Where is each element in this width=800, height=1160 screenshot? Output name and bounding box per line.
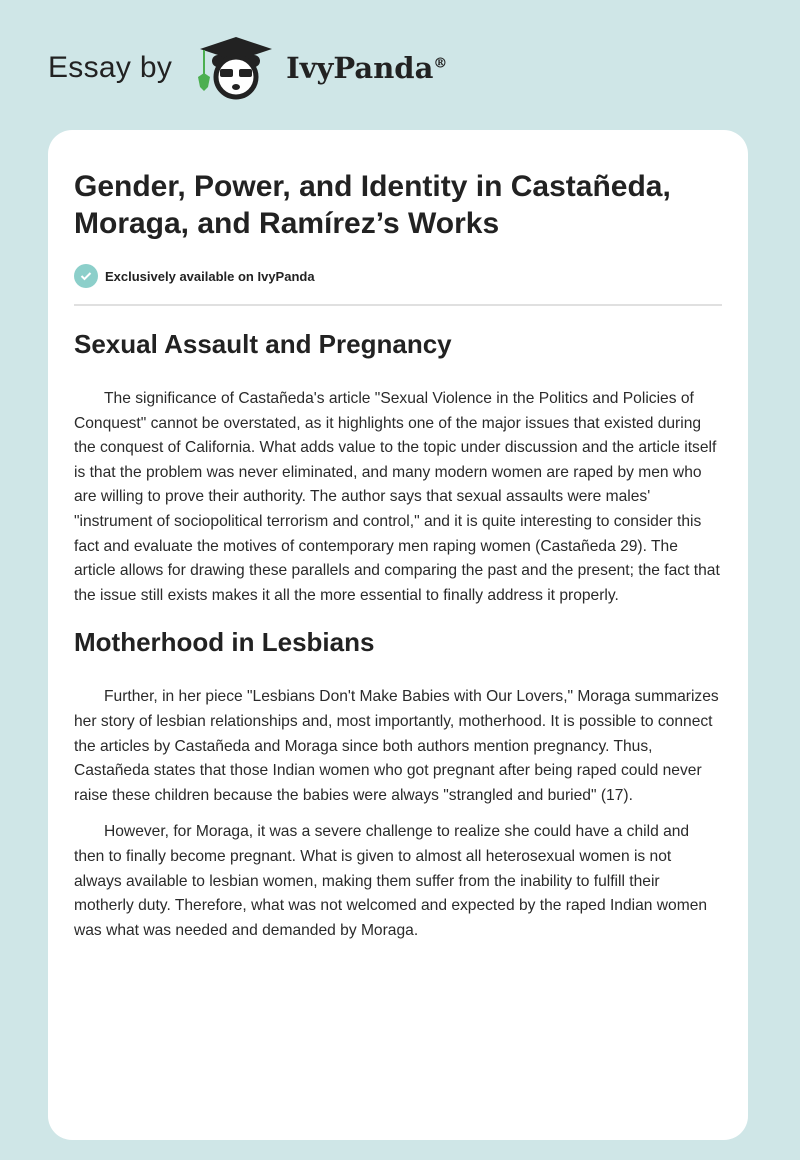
ivypanda-logo-icon[interactable] [190,35,278,101]
registered-mark: ® [433,55,448,72]
exclusive-badge [74,263,722,289]
exclusive-label: Exclusively available on IvyPanda [105,268,315,284]
divider [74,304,722,306]
section-heading: Motherhood in Lesbians [74,627,375,658]
paragraph: The significance of Castañeda's article "Sexual Violence in the Politics and Policies of Conquest" cannot be overstated, as it highlights one of the major issues that existed during the conquest of California. What adds value to the topic under discussion and the article itself is that the problem was never eliminated, and many modern women are raped by men who are willing to prove their authority. The author says that sexual assaults were males' "instrument of sociopolitical terrorism and control," and it is quite interesting to consider this fact and evaluate the motives of contemporary men raping women (Castañeda 29). The article allows for drawing these parallels and comparing the past and the present; the fact that the issue still exists makes it all the more essential to finally address it properly. [74,390,720,604]
essay-by-label: Essay by [48,51,173,84]
brand-text: IvyPanda [286,51,434,85]
essay-card [48,130,748,1140]
section-heading: Sexual Assault and Pregnancy [74,329,452,359]
site-header [48,38,447,98]
paragraph: However, for Moraga, it was a severe challenge to realize she could have a child and then to finally become pregnant. What is given to almost all heterosexual women is not always available to lesbian women, making them suffer from the inability to fulfill their motherly duty. Therefore, what was not welcomed and expected by the raped Indian women was what was needed and demanded by Moraga. [74,823,708,939]
brand-name[interactable] [286,51,447,85]
essay-title: Gender, Power, and Identity in Castañeda, Moraga, and Ramírez’s Works [74,170,671,240]
paragraph: Further, in her piece "Lesbians Don't Make Babies with Our Lovers," Moraga summarizes her story of lesbian relationships and, most importantly, motherhood. It is possible to connect the articles by Castañeda and Moraga since both authors mention pregnancy. Thus, Castañeda states that those Indian women who got pregnant after being raped could never raise these children because the babies were always "strangled and buried" (17). [74,688,719,804]
check-icon [74,264,98,288]
